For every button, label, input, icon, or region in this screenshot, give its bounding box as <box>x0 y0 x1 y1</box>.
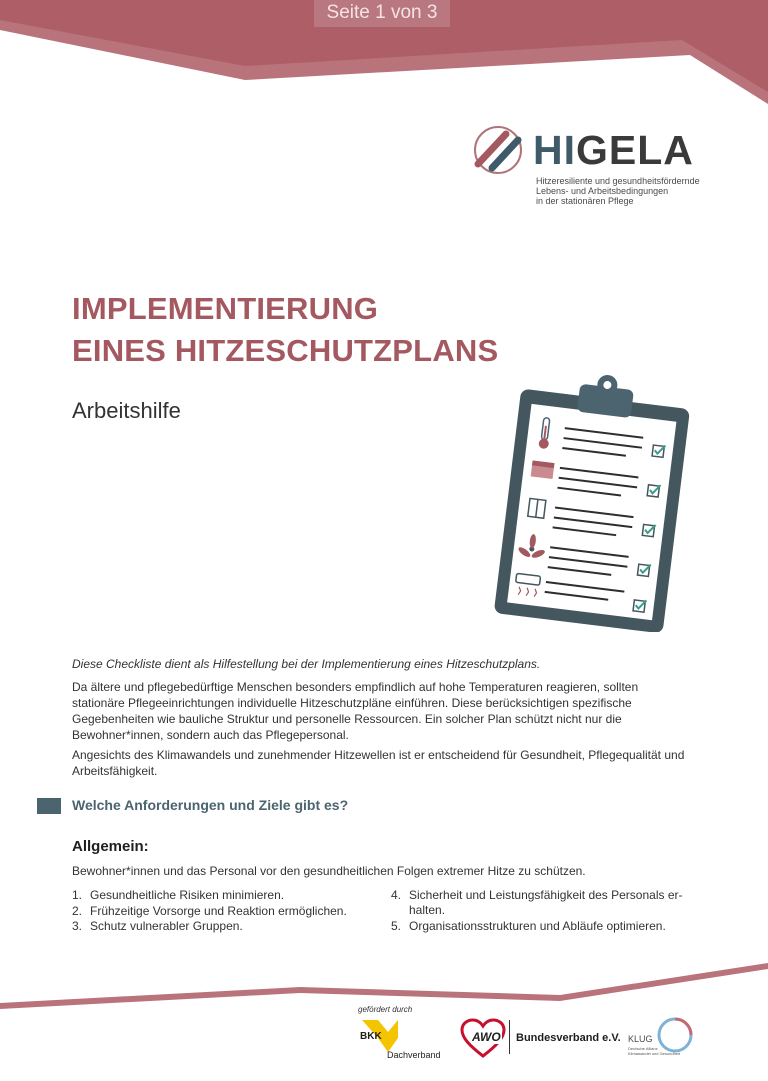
list-number: 1. <box>72 888 83 902</box>
list-text-continued: halten. <box>409 903 446 917</box>
klug-subtitle-line: Deutsche Allianz <box>628 1046 658 1051</box>
section-marker <box>37 798 61 814</box>
list-item <box>391 919 691 934</box>
logo-hi: HI <box>533 127 576 173</box>
page-indicator: Seite 1 von 3 <box>314 0 450 27</box>
title-line: EINES HITZESCHUTZPLANS <box>72 333 499 368</box>
awning-icon <box>531 460 555 479</box>
funded-by-text: gefördert durch <box>358 1005 413 1014</box>
body-paragraph: Da ältere und pflegebedürftige Menschen besonders empfindlich auf hohe Temperaturen reagieren, sollten stationäre Pflegeeinrichtungen individuelle Hitzeschutzpläne einführen. Diese berücksichtigen spezifische Gegebenheiten wie bauliche Struktur und personelle Ressourcen. Ein solcher Plan schützt nicht nur die Bewohner*innen, sondern auch das Pflegepersonal. <box>72 680 639 742</box>
general-heading: Allgemein: <box>72 838 149 855</box>
list-number: 2. <box>72 904 83 918</box>
dachverband-text: Dachverband <box>387 1050 441 1060</box>
logo-subtitle-line: Lebens- und Arbeitsbedingungen <box>536 186 669 196</box>
list-text: Schutz vulnerabler Gruppen. <box>90 919 243 933</box>
awo-bundesverband-text: Bundesverband e.V. <box>516 1032 621 1044</box>
title-line: IMPLEMENTIERUNG <box>72 291 379 326</box>
list-item <box>391 888 691 918</box>
klug-subtitle <box>628 1046 680 1056</box>
clipboard-illustration <box>490 372 695 632</box>
page-subtitle: Arbeitshilfe <box>72 398 181 423</box>
logo-subtitle-line: in der stationären Pflege <box>536 196 634 206</box>
logo-subtitle-line: Hitzeresiliente und gesundheitsfördernde <box>536 176 700 186</box>
klug-subtitle-line: Klimawandel und Gesundheit <box>628 1051 681 1056</box>
logo-wordmark <box>533 128 694 172</box>
bkk-text: BKK <box>360 1031 382 1042</box>
list-item <box>72 888 372 903</box>
list-item <box>72 904 372 919</box>
awo-divider <box>509 1020 510 1054</box>
logo-slashes-icon <box>472 124 526 176</box>
list-text: Gesundheitliche Risiken minimieren. <box>90 888 285 902</box>
list-text: Sicherheit und Leistungsfähigkeit des Personals er- <box>409 888 683 902</box>
list-text: Frühzeitige Vorsorge und Reaktion ermöglichen. <box>90 904 347 918</box>
intro-text: Diese Checkliste dient als Hilfestellung bei der Implementierung eines Hitzeschutzplans. <box>72 657 541 671</box>
body-paragraph: Angesichts des Klimawandels und zunehmender Hitzewellen ist er entscheidend für Gesundheit, Pflegequalität und Arbeitsfähigkeit. <box>72 748 685 778</box>
list-number: 3. <box>72 919 83 933</box>
logo-gela: GELA <box>576 127 694 173</box>
list-number: 4. <box>391 888 402 902</box>
klug-text: KLUG <box>628 1034 653 1044</box>
awo-text: AWO <box>472 1030 501 1044</box>
list-number: 5. <box>391 919 402 933</box>
page-title <box>72 288 498 372</box>
section-heading: Welche Anforderungen und Ziele gibt es? <box>72 797 349 813</box>
list-item <box>72 919 372 934</box>
general-text: Bewohner*innen und das Personal vor den gesundheitlichen Folgen extremer Hitze zu schützen. <box>72 864 586 878</box>
list-text: Organisationsstrukturen und Abläufe optimieren. <box>409 919 666 933</box>
